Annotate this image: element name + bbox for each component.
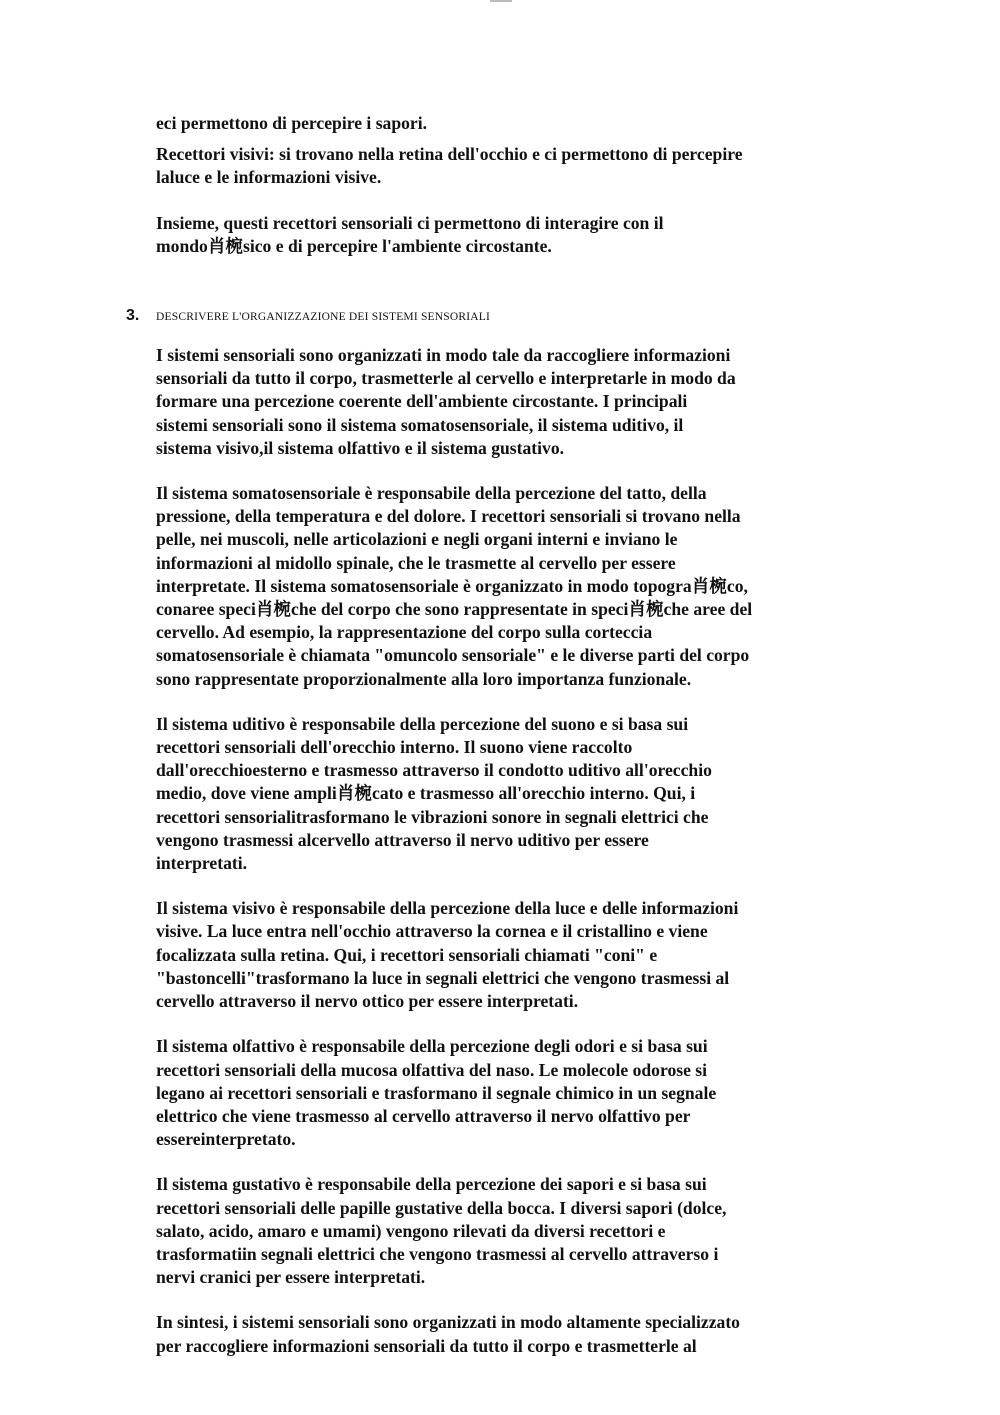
intro-paragraph-summary — [156, 212, 906, 258]
text-line: Il sistema gustativo è responsabile della percezione dei sapori e si basa sui — [156, 1174, 707, 1195]
text-line: recettori sensorialitrasformano le vibrazioni sonore in segnali elettrici che — [156, 806, 709, 827]
text-line: conaree speci肖椀che del corpo che sono rappresentate in speci肖椀che aree del — [156, 599, 753, 620]
intro-paragraph-taste — [156, 112, 906, 135]
text-line: pressione, della temperatura e del dolore. I recettori sensoriali si trovano nella — [156, 506, 741, 527]
text-line: somatosensoriale è chiamata "omuncolo sensoriale" e le diverse parti del corpo — [156, 645, 750, 666]
text-line: sistema visivo,il sistema olfattivo e il sistema gustativo. — [156, 437, 565, 458]
section-number: 3. — [126, 307, 140, 325]
section-paragraph-somatosensory — [156, 482, 906, 691]
text-line: sistemi sensoriali sono il sistema somatosensoriale, il sistema uditivo, il — [156, 414, 684, 435]
section-paragraph-visual — [156, 897, 906, 1013]
text-line: Il sistema visivo è responsabile della percezione della luce e delle informazioni — [156, 898, 739, 919]
text-line: recettori sensoriali della mucosa olfattiva del naso. Le molecole odorose si — [156, 1059, 708, 1080]
text-line: elettrico che viene trasmesso al cervello attraverso il nervo olfattivo per — [156, 1105, 691, 1126]
text-line: Il sistema uditivo è responsabile della percezione del suono e si basa sui — [156, 713, 689, 734]
text-line: recettori sensoriali dell'orecchio interno. Il suono viene raccolto — [156, 737, 633, 758]
section-paragraph-overview — [156, 344, 906, 460]
text-line: Il sistema olfattivo è responsabile della percezione degli odori e si basa sui — [156, 1036, 708, 1057]
section-paragraph-auditory — [156, 713, 906, 875]
text-line: nervi cranici per essere interpretati. — [156, 1267, 426, 1288]
text-line: Recettori visivi: si trovano nella retina dell'occhio e ci permettono di percepire — [156, 144, 743, 165]
text-line: interpretate. Il sistema somatosensoriale è organizzato in modo topogra肖椀co, — [156, 575, 748, 596]
section-paragraph-gustatory — [156, 1173, 906, 1289]
text-line: sensoriali da tutto il corpo, trasmetterle al cervello e interpretarle in modo da — [156, 368, 736, 389]
text-line: informazioni al midollo spinale, che le trasmette al cervello per essere — [156, 552, 676, 573]
page-top-mark — [490, 0, 512, 2]
intro-paragraph-visual-receptors — [156, 143, 906, 189]
section-paragraph-olfactory — [156, 1035, 906, 1151]
document-page — [126, 112, 906, 1358]
text-line: medio, dove viene ampli肖椀cato e trasmesso all'orecchio interno. Qui, i — [156, 783, 696, 804]
text-line: recettori sensoriali delle papille gustative della bocca. I diversi sapori (dolce, — [156, 1197, 727, 1218]
text-line: formare una percezione coerente dell'ambiente circostante. I principali — [156, 391, 688, 412]
section-paragraph-summary — [156, 1311, 906, 1357]
text-line: Insieme, questi recettori sensoriali ci permettono di interagire con il — [156, 212, 664, 233]
text-line: cervello attraverso il nervo ottico per essere interpretati. — [156, 991, 579, 1012]
text-line: trasformatiin segnali elettrici che vengono trasmessi al cervello attraverso i — [156, 1243, 719, 1264]
text-line: per raccogliere informazioni sensoriali da tutto il corpo e trasmetterle al — [156, 1335, 697, 1356]
text-line: laluce e le informazioni visive. — [156, 167, 382, 188]
text-line: legano ai recettori sensoriali e trasformano il segnale chimico in un segnale — [156, 1082, 717, 1103]
text-line: salato, acido, amaro e umami) vengono rilevati da diversi recettori e — [156, 1220, 666, 1241]
section-heading — [126, 306, 906, 330]
text-line: vengono trasmessi alcervello attraverso il nervo uditivo per essere — [156, 829, 649, 850]
text-line: sono rappresentate proporzionalmente alla loro importanza funzionale. — [156, 668, 692, 689]
text-line: interpretati. — [156, 853, 248, 874]
text-line: essereinterpretato. — [156, 1129, 296, 1150]
text-line: "bastoncelli"trasformano la luce in segnali elettrici che vengono trasmessi al — [156, 967, 730, 988]
text-line: focalizzata sulla retina. Qui, i recettori sensoriali chiamati "coni" e — [156, 944, 658, 965]
text-line: cervello. Ad esempio, la rappresentazione del corpo sulla corteccia — [156, 622, 653, 643]
text-line: Il sistema somatosensoriale è responsabile della percezione del tatto, della — [156, 483, 707, 504]
text-line: dall'orecchioesterno e trasmesso attraverso il condotto uditivo all'orecchio — [156, 760, 712, 781]
text-line: I sistemi sensoriali sono organizzati in modo tale da raccogliere informazioni — [156, 345, 731, 366]
text-line: visive. La luce entra nell'occhio attraverso la cornea e il cristallino e viene — [156, 921, 708, 942]
text-line: pelle, nei muscoli, nelle articolazioni e negli organi interni e inviano le — [156, 529, 678, 550]
text-line: eci permettono di percepire i sapori. — [156, 113, 428, 133]
text-line: mondo肖椀sico e di percepire l'ambiente circostante. — [156, 235, 552, 256]
section-title: DESCRIVERE L'ORGANIZZAZIONE DEI SISTEMI SENSORIALI — [156, 311, 491, 324]
text-line: In sintesi, i sistemi sensoriali sono organizzati in modo altamente specializzato — [156, 1312, 740, 1333]
